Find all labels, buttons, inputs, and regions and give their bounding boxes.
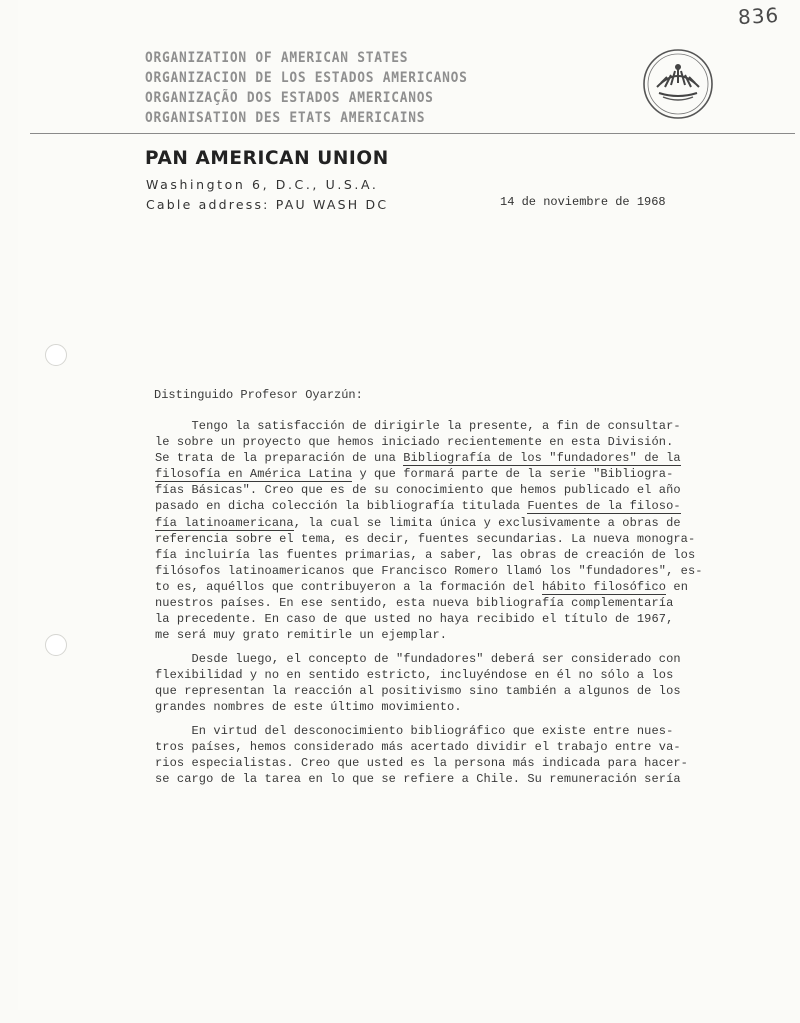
body-text: le sobre un proyecto que hemos iniciado recientemente en esta División. [155, 435, 674, 450]
paragraph-3 [155, 723, 688, 787]
body-line [155, 482, 703, 498]
cable-address: Cable address: PAU WASH DC [146, 197, 389, 212]
paragraph-1 [155, 418, 703, 643]
body-text: grandes nombres de este último movimiento. [155, 700, 462, 715]
body-line [155, 434, 703, 450]
paragraph-2 [155, 651, 681, 715]
punch-hole-bottom [45, 634, 67, 656]
body-text: flexibilidad y no en sentido estricto, incluyéndose en él no sólo a los [155, 668, 674, 683]
body-line [155, 498, 703, 514]
oas-seal-icon [641, 47, 715, 121]
body-line [155, 627, 703, 643]
body-line [155, 466, 703, 482]
body-text: la precedente. En caso de que usted no haya recibido el título de 1967, [155, 612, 674, 627]
letter-date: 14 de noviembre de 1968 [500, 195, 666, 209]
body-line [155, 723, 688, 739]
body-text: fía incluiría las fuentes primarias, a saber, las obras de creación de los [155, 547, 696, 562]
org-name-spanish: ORGANIZACION DE LOS ESTADOS AMERICANOS [145, 70, 468, 86]
body-text: En virtud del desconocimiento bibliográfico que existe entre nues- [155, 724, 674, 738]
org-name-french: ORGANISATION DES ETATS AMERICAINS [145, 110, 426, 126]
body-line [155, 450, 703, 466]
body-line [155, 699, 681, 715]
organization-names [145, 48, 496, 128]
body-text: en [666, 579, 688, 594]
letterhead-divider [30, 133, 795, 134]
body-text: fías Básicas". Creo que es de su conocimiento que hemos publicado el año [155, 483, 681, 498]
body-text: , la cual se limita única y exclusivamente a obras de [293, 515, 681, 530]
body-text: que representan la reacción al positivismo sino también a algunos de los [155, 684, 681, 699]
body-text: Tengo la satisfacción de dirigirle la presente, a fin de consultar- [155, 419, 681, 433]
punch-hole-top [45, 344, 67, 366]
underlined-text: hábito filosófico [541, 579, 667, 594]
body-line [155, 579, 703, 595]
body-line [155, 418, 703, 434]
org-name-english: ORGANIZATION OF AMERICAN STATES [145, 50, 409, 66]
salutation: Distinguido Profesor Oyarzún: [154, 388, 363, 402]
body-text: to es, aquéllos que contribuyeron a la formación del [155, 579, 542, 594]
body-line [155, 547, 703, 563]
page-number: 836 [737, 2, 780, 30]
body-text: filósofos latinoamericanos que Francisco Romero llamó los "fundadores", es- [155, 563, 703, 578]
body-text: tros países, hemos considerado más acertado dividir el trabajo entre va- [155, 740, 681, 755]
body-line [155, 683, 681, 699]
body-line [155, 651, 681, 667]
body-text: Desde luego, el concepto de "fundadores" deberá ser considerado con [155, 652, 681, 666]
underlined-text: Fuentes de la filoso- [527, 499, 681, 514]
org-name-portuguese: ORGANIZAÇÃO DOS ESTADOS AMERICANOS [145, 90, 434, 106]
underlined-text: fía latinoamericana [155, 515, 294, 530]
body-line [155, 563, 703, 579]
union-name: PAN AMERICAN UNION [145, 148, 389, 169]
body-line [155, 739, 688, 755]
body-text: me será muy grato remitirle un ejemplar. [155, 628, 448, 643]
body-text: pasado en dicha colección la bibliografía titulada [155, 499, 528, 514]
underlined-text: filosofía en América Latina [155, 467, 353, 482]
body-line [155, 611, 703, 627]
body-line [155, 755, 688, 771]
body-text: nuestros países. En ese sentido, esta nueva bibliografía complementaría [155, 596, 674, 611]
body-line [155, 515, 703, 531]
body-line [155, 531, 703, 547]
body-line [155, 595, 703, 611]
body-line [155, 667, 681, 683]
body-text: y que formará parte de la serie "Bibliogra- [352, 467, 674, 482]
body-line [155, 771, 688, 787]
underlined-text: Bibliografía de los "fundadores" de la [403, 451, 681, 466]
body-text: referencia sobre el tema, es decir, fuentes secundarias. La nueva monogra- [155, 531, 696, 546]
body-text: se cargo de la tarea en lo que se refiere a Chile. Su remuneración sería [155, 772, 681, 787]
body-text: Se trata de la preparación de una [155, 451, 404, 466]
address: Washington 6, D.C., U.S.A. [146, 177, 379, 192]
body-text: rios especialistas. Creo que usted es la persona más indicada para hacer- [155, 756, 688, 771]
